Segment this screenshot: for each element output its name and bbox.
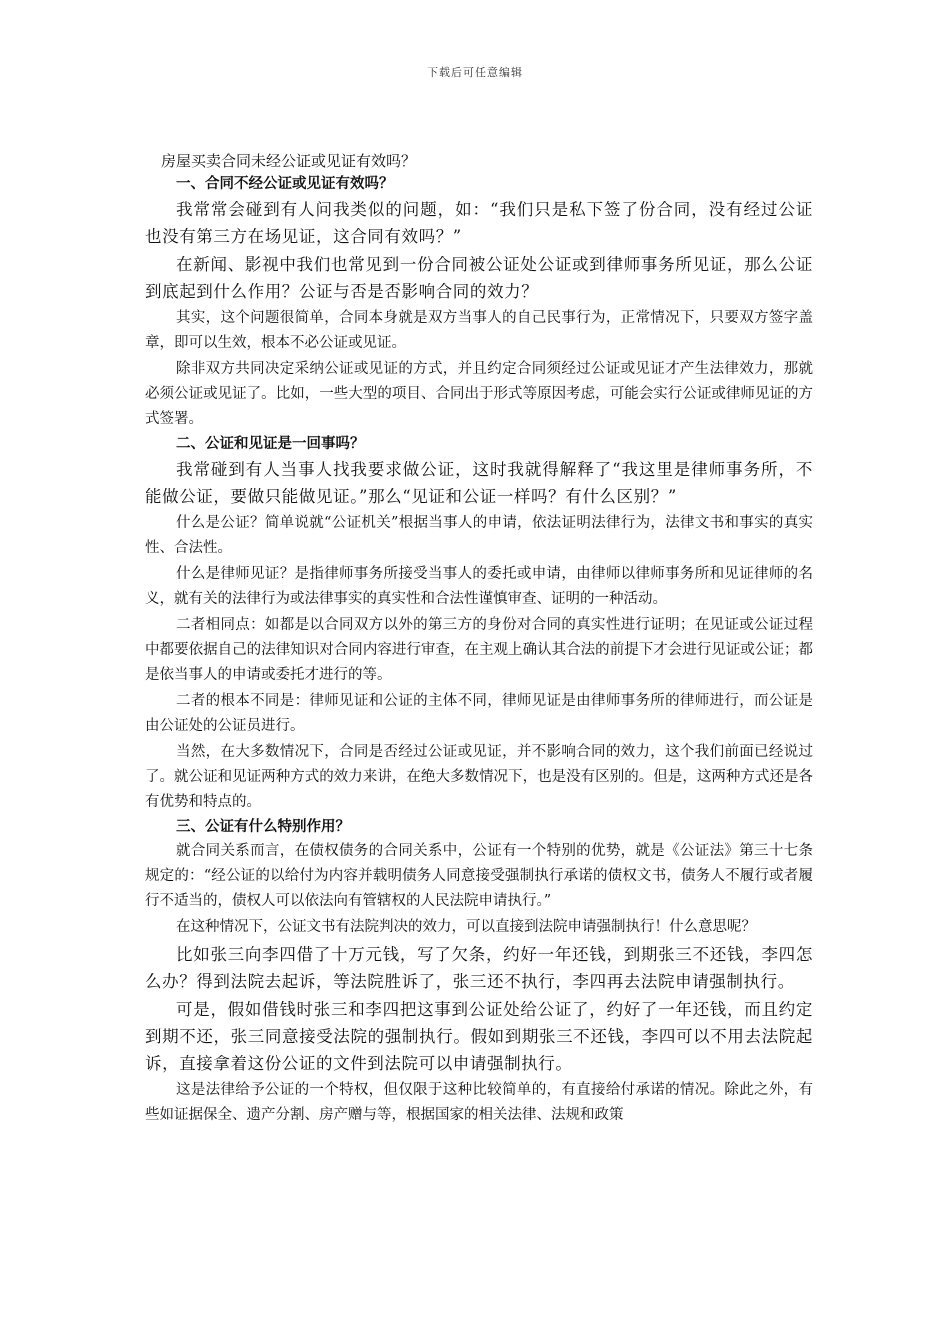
document-title: 房屋买卖合同未经公证或见证有效吗？ bbox=[161, 152, 417, 170]
paragraph: 我常常会碰到有人问我类似的问题，如：“我们只是私下签了份合同，没有经过公证也没有第三方在场见证，这合同有效吗？” bbox=[145, 200, 813, 246]
paragraph: 其实，这个问题很简单，合同本身就是双方当事人的自己民事行为，正常情况下，只要双方签字盖章，即可以生效，根本不必公证或见证。 bbox=[145, 310, 813, 351]
page-header: 下载后可任意编辑 bbox=[427, 66, 523, 79]
section-heading-3: 三、公证有什么特别作用？ bbox=[176, 819, 350, 835]
section-heading-1: 一、合同不经公证或见证有效吗？ bbox=[176, 176, 394, 192]
paragraph: 就合同关系而言，在债权债务的合同关系中，公证有一个特别的优势，就是《公证法》第三十七条规定的：“经公证的以给付为内容并载明债务人同意接受强制执行承诺的债权文书，债务人不履行或者履行不适当的，债权人可以依法向有管辖权的人民法院申请执行。” bbox=[145, 843, 813, 909]
paragraph: 二者相同点：如都是以合同双方以外的第三方的身份对合同的真实性进行证明；在见证或公证过程中都要依据自己的法律知识对合同内容进行审查，在主观上确认其合法的前提下才会进行见证或公证；都是依当事人的申请或委托才进行的等。 bbox=[145, 617, 813, 683]
paragraph: 什么是公证？简单说就“公证机关”根据当事人的申请，依法证明法律行为，法律文书和事实的真实性、合法性。 bbox=[145, 515, 813, 556]
document-body bbox=[145, 150, 813, 1128]
paragraph: 什么是律师见证？是指律师事务所接受当事人的委托或申请，由律师以律师事务所和见证律师的名义，就有关的法律行为或法律事实的真实性和合法性谨慎审查、证明的一种活动。 bbox=[145, 566, 813, 607]
paragraph: 在新闻、影视中我们也常见到一份合同被公证处公证或到律师事务所见证，那么公证到底起到什么作用？公证与否是否影响合同的效力？ bbox=[145, 255, 813, 301]
paragraph: 这是法律给予公证的一个特权，但仅限于这种比较简单的，有直接给付承诺的情况。除此之外，有些如证据保全、遗产分割、房产赠与等，根据国家的相关法律、法规和政策 bbox=[145, 1082, 813, 1123]
paragraph: 可是，假如借钱时张三和李四把这事到公证处给公证了，约好了一年还钱，而且约定到期不还，张三同意接受法院的强制执行。假如到期张三不还钱，李四可以不用去法院起诉，直接拿着这份公证的文件到法院可以申请强制执行。 bbox=[145, 1000, 813, 1073]
paragraph: 比如张三向李四借了十万元钱，写了欠条，约好一年还钱，到期张三不还钱，李四怎么办？得到法院去起诉，等法院胜诉了，张三还不执行，李四再去法院申请强制执行。 bbox=[145, 945, 813, 991]
paragraph: 除非双方共同决定采纳公证或见证的方式，并且约定合同须经过公证或见证才产生法律效力，那就必须公证或见证了。比如，一些大型的项目、合同出于形式等原因考虑，可能会实行公证或律师见证的方式签署。 bbox=[145, 361, 813, 427]
paragraph: 在这种情况下，公证文书有法院判决的效力，可以直接到法院申请强制执行！什么意思呢？ bbox=[176, 919, 756, 935]
paragraph: 当然，在大多数情况下，合同是否经过公证或见证，并不影响合同的效力，这个我们前面已经说过了。就公证和见证两种方式的效力来讲，在绝大多数情况下，也是没有区别的。但是，这两种方式还是各有优势和特点的。 bbox=[145, 744, 813, 810]
section-heading-2: 二、公证和见证是一回事吗？ bbox=[176, 436, 365, 452]
paragraph: 我常碰到有人当事人找我要求做公证，这时我就得解释了“我这里是律师事务所，不能做公证，要做只能做见证。”那么“见证和公证一样吗？有什么区别？” bbox=[145, 460, 813, 506]
paragraph: 二者的根本不同是：律师见证和公证的主体不同，律师见证是由律师事务所的律师进行，而公证是由公证处的公证员进行。 bbox=[145, 693, 813, 734]
